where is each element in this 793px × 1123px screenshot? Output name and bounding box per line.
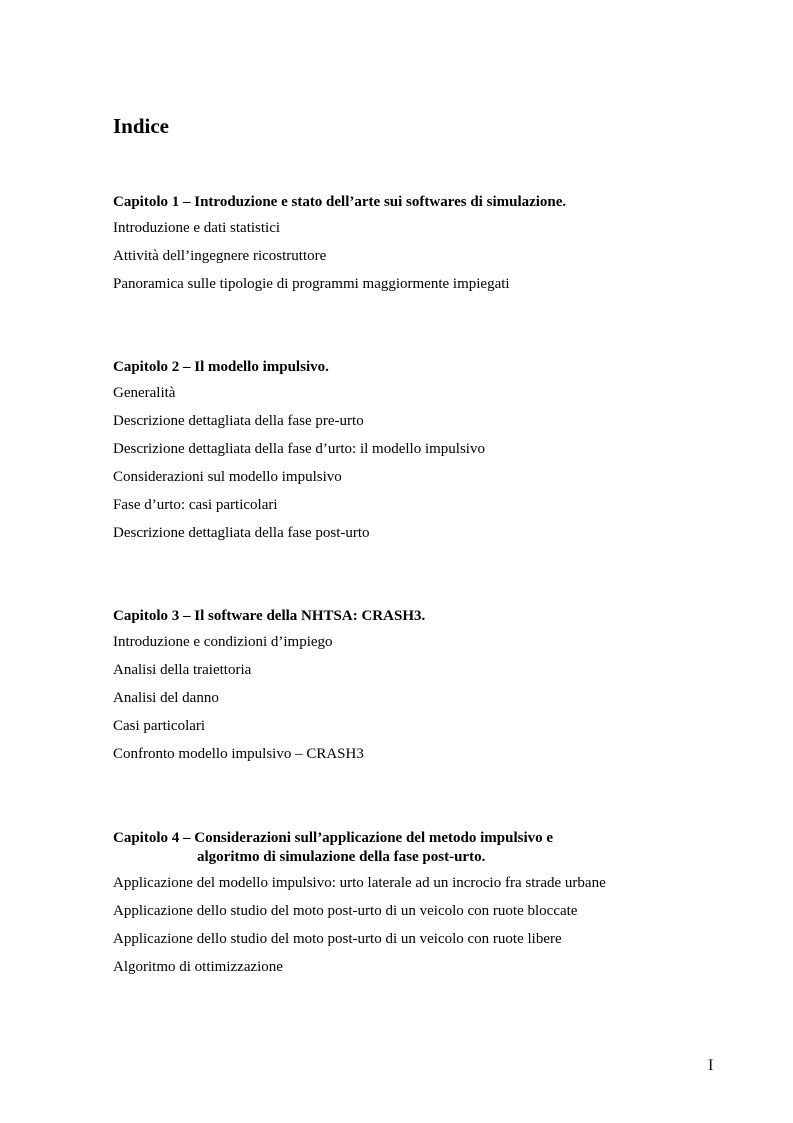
toc-entry: Fase d’urto: casi particolari <box>113 497 278 513</box>
entry-list <box>113 628 713 768</box>
toc-entry: Applicazione del modello impulsivo: urto laterale ad un incrocio fra strade urbane <box>113 875 606 891</box>
toc-entry: Analisi del danno <box>113 690 219 706</box>
toc-entry: Considerazioni sul modello impulsivo <box>113 469 342 485</box>
chapter-heading-text: Capitolo 3 – Il software della NHTSA: CRASH3. <box>113 608 426 624</box>
toc-entry: Applicazione dello studio del moto post-urto di un veicolo con ruote bloccate <box>113 903 578 919</box>
toc-entry: Casi particolari <box>113 718 206 734</box>
toc-entry: Descrizione dettagliata della fase d’urto: il modello impulsivo <box>113 441 485 457</box>
toc-entry: Introduzione e dati statistici <box>113 220 281 236</box>
chapter-heading-text: Capitolo 4 – Considerazioni sull’applicazione del metodo impulsivo e <box>113 830 554 846</box>
chapter-heading-text: Capitolo 1 – Introduzione e stato dell’arte sui softwares di simulazione. <box>113 194 567 210</box>
toc-entry: Generalità <box>113 385 176 401</box>
chapter-1 <box>113 193 713 298</box>
toc-entry: Confronto modello impulsivo – CRASH3 <box>113 746 364 762</box>
chapter-heading <box>113 607 713 626</box>
entry-list <box>113 869 713 981</box>
toc-entry: Algoritmo di ottimizzazione <box>113 959 283 975</box>
toc-entry: Analisi della traiettoria <box>113 662 252 678</box>
chapter-3 <box>113 607 713 768</box>
chapter-heading <box>113 193 713 212</box>
chapter-heading-text: Capitolo 2 – Il modello impulsivo. <box>113 359 329 375</box>
page-number: I <box>708 1057 714 1074</box>
chapter-2 <box>113 358 713 547</box>
chapter-4 <box>113 829 713 981</box>
toc-entry: Introduzione e condizioni d’impiego <box>113 634 333 650</box>
toc-entry: Descrizione dettagliata della fase post-urto <box>113 525 370 541</box>
page-title: Indice <box>113 114 170 138</box>
toc-entry: Attività dell’ingegnere ricostruttore <box>113 248 327 264</box>
toc-entry: Descrizione dettagliata della fase pre-urto <box>113 413 364 429</box>
chapter-heading <box>113 829 713 867</box>
entry-list <box>113 379 713 547</box>
chapter-heading <box>113 358 713 377</box>
toc-entry: Applicazione dello studio del moto post-urto di un veicolo con ruote libere <box>113 931 562 947</box>
toc-entry: Panoramica sulle tipologie di programmi maggiormente impiegati <box>113 276 510 292</box>
entry-list <box>113 214 713 298</box>
chapter-heading-continuation: algoritmo di simulazione della fase post-urto. <box>197 849 486 865</box>
